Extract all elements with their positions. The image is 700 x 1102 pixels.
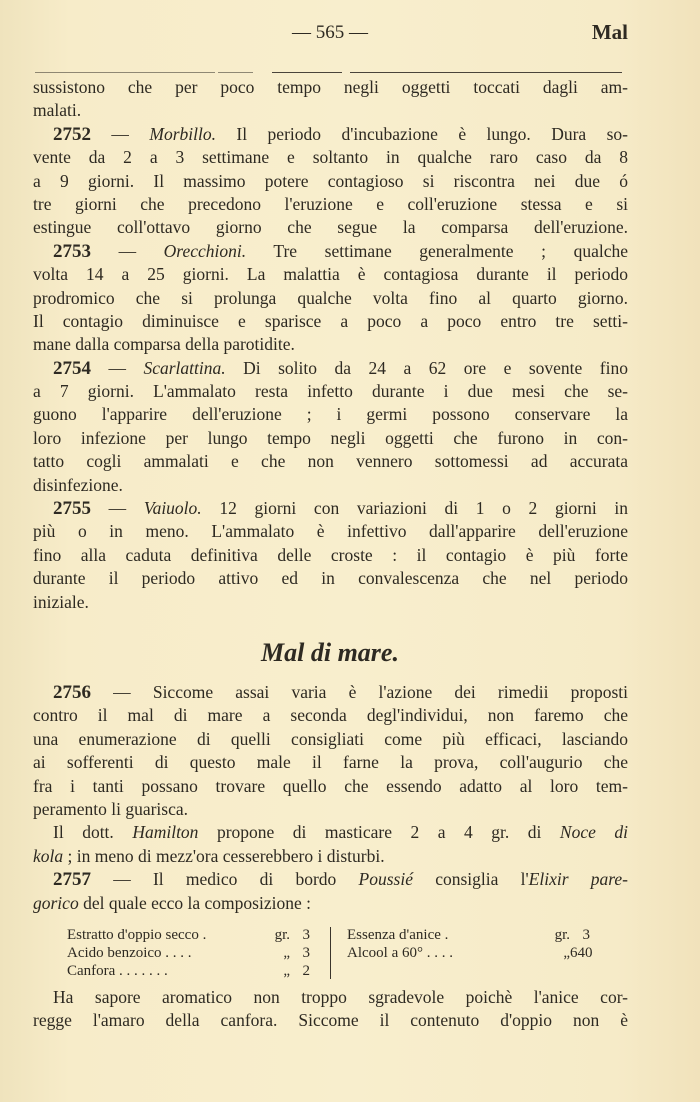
ingredient-name: Alcool a 60° . . . . (347, 945, 453, 961)
recipe-row (347, 944, 593, 962)
text-line (33, 76, 628, 99)
recipe-table-right (347, 926, 593, 962)
recipe-row (67, 926, 310, 944)
running-head: Mal (591, 20, 628, 44)
text-run: tre giorni che precedono l'eruzione e coll'eruzione stessa e si (33, 193, 628, 214)
entry-number: 2756 (53, 682, 91, 703)
text-line (33, 427, 628, 450)
text-run: peramento li guarisca. (33, 798, 189, 819)
ingredient-name: Estratto d'oppio secco . (67, 927, 207, 943)
text-line (33, 775, 628, 798)
text-run: del quale ecco la composizione : (78, 892, 311, 913)
text-run: iniziale. (33, 591, 89, 612)
text-line (33, 310, 628, 333)
text-run: ; in meno di mezz'ora cesserebbero i disturbi. (63, 845, 385, 866)
text-run: disinfezione. (33, 474, 123, 495)
text-line (33, 403, 628, 426)
text-line (33, 216, 628, 239)
text-run: più o in meno. L'ammalato è infettivo dall'apparire dell'eruzione (33, 521, 628, 542)
text-run: loro infezione per lungo tempo negli oggetti che furono in con- (33, 427, 628, 448)
recipe-divider (330, 927, 331, 979)
text-run: Il contagio diminuisce e sparisce a poco a poco entro tre setti- (33, 310, 628, 331)
text-line (33, 474, 628, 497)
text-run: tatto cogli ammalati e che non vennero sottomessi ad accurata (33, 451, 628, 472)
entry-number: 2754 (53, 357, 91, 379)
text-line (33, 146, 628, 169)
ingredient-unit: „ (283, 945, 290, 961)
ingredient-quantity: 3 (302, 945, 310, 961)
entry-number: 2757 (53, 869, 91, 891)
text-line (33, 751, 628, 774)
header-rule (350, 72, 622, 73)
text-line (33, 728, 628, 751)
text-run: vente da 2 a 3 settimane e soltanto in qualche raro caso da 8 (33, 147, 628, 168)
entry-number: 2752 (53, 123, 91, 145)
text-run: a 9 giorni. Il massimo potere contagioso si riscontra nei due ó (33, 170, 628, 191)
text-line (33, 591, 628, 614)
recipe-row (67, 944, 310, 962)
text-line (33, 567, 628, 590)
section-title: Mal di mare. (261, 638, 399, 667)
text-run: Il dott. (53, 822, 133, 843)
text-line (33, 821, 628, 844)
text-line (33, 99, 628, 122)
header-rule (218, 72, 253, 73)
italic-term: Vaiuolo. (143, 498, 202, 519)
italic-term: Noce di (559, 822, 628, 843)
text-line (33, 263, 628, 286)
text-run: a 7 giorni. L'ammalato resta infetto durante i due mesi che se- (33, 381, 628, 402)
text-line (33, 287, 628, 310)
text-run: mane dalla comparsa della parotidite. (33, 334, 295, 355)
recipe-table-left (67, 926, 310, 980)
text-run: consiglia l' (413, 869, 529, 890)
text-block-contagion (33, 76, 628, 614)
text-line (33, 497, 628, 520)
text-run: guono l'apparire dell'eruzione ; i germi possono conservare la (33, 404, 628, 425)
text-line (33, 544, 628, 567)
text-line (33, 357, 628, 380)
text-block-continuation (33, 986, 628, 1033)
ingredient-unit: gr. (554, 927, 570, 943)
header-rule (35, 72, 215, 73)
text-run: Ha sapore aromatico non troppo sgradevole poichè l'anice cor- (53, 987, 628, 1007)
ingredient-name: Canfora . . . . . . . (67, 963, 168, 979)
italic-term: Orecchioni. (163, 240, 247, 261)
text-line (33, 892, 628, 915)
text-run: estingue coll'ottavo giorno che segue la comparsa dell'eruzione. (33, 217, 628, 238)
italic-term: Scarlattina. (143, 357, 226, 378)
text-run: fra i tanti possano trovare quello che essendo adatto al loro tem- (33, 775, 628, 796)
text-run: durante il periodo attivo ed in convalescenza che nel periodo (33, 568, 628, 589)
italic-term: kola (33, 845, 64, 866)
text-run: volta 14 a 25 giorni. La malattia è contagiosa durante il periodo (33, 264, 628, 285)
text-run: propone di masticare 2 a 4 gr. di (198, 822, 560, 843)
text-run: una enumerazione di quelli consigliati come più efficaci, lasciando (33, 728, 628, 749)
text-block-seasickness (33, 681, 628, 915)
italic-term: Hamilton (132, 822, 199, 843)
text-run: 12 giorni con variazioni di 1 o 2 giorni in (201, 498, 629, 519)
text-run: — Siccome assai varia è l'azione dei rimedii proposti (91, 682, 628, 702)
text-line (33, 986, 628, 1009)
text-run: ai sofferenti di questo male il farne la prova, coll'augurio che (33, 752, 628, 773)
italic-term: gorico (33, 892, 79, 913)
text-line (33, 450, 628, 473)
ingredient-quantity: 3 (582, 927, 590, 943)
ingredient-quantity: 640 (570, 945, 593, 961)
ingredient-name: Acido benzoico . . . . (67, 945, 192, 961)
text-line (33, 868, 628, 891)
recipe-row (67, 962, 310, 980)
text-line (33, 798, 628, 821)
text-line (33, 380, 628, 403)
text-run: Di solito da 24 a 62 ore e sovente fino (225, 357, 628, 378)
entry-number: 2755 (53, 498, 91, 520)
text-line (33, 520, 628, 543)
text-line (33, 704, 628, 727)
text-run: regge l'amaro della canfora. Siccome il contenuto d'oppio non è (33, 1010, 628, 1031)
text-line (33, 333, 628, 356)
ingredient-quantity: 3 (302, 927, 310, 943)
text-run: prodromico che si prolunga qualche volta fino al quarto giorno. (33, 287, 628, 308)
text-run: contro il mal di mare a seconda degl'individui, non faremo che (33, 705, 628, 726)
recipe-row (347, 926, 590, 944)
text-run: Il periodo d'incubazione è lungo. Dura so- (215, 123, 629, 144)
italic-term: Elixir pare- (528, 869, 629, 890)
italic-term: Morbillo. (149, 123, 216, 144)
page-number: — 565 — (292, 22, 368, 43)
text-line (33, 1009, 628, 1032)
ingredient-name: Essenza d'anice . (347, 927, 449, 943)
ingredient-unit: „ (563, 945, 570, 961)
entry-number: 2753 (53, 240, 91, 262)
text-run: sussistono che per poco tempo negli oggetti toccati dagli am- (33, 77, 628, 97)
text-line (33, 193, 628, 216)
text-line (33, 170, 628, 193)
text-line (33, 240, 628, 263)
italic-term: Poussié (358, 869, 413, 890)
ingredient-quantity: 2 (302, 963, 310, 979)
text-run: — Il medico di bordo (91, 869, 359, 890)
text-run: — (91, 123, 150, 144)
text-line (33, 123, 628, 146)
text-run: — (91, 240, 164, 261)
text-line (33, 681, 628, 704)
ingredient-unit: gr. (274, 927, 290, 943)
text-run: malati. (33, 100, 82, 121)
text-run: Tre settimane generalmente ; qualche (246, 240, 628, 261)
text-run: fino alla caduta definitiva delle croste : il contagio è più forte (33, 544, 628, 565)
ingredient-unit: „ (283, 963, 290, 979)
text-line (33, 845, 628, 868)
header-rule (272, 72, 342, 73)
text-run: — (91, 357, 144, 378)
text-run: — (91, 498, 144, 519)
